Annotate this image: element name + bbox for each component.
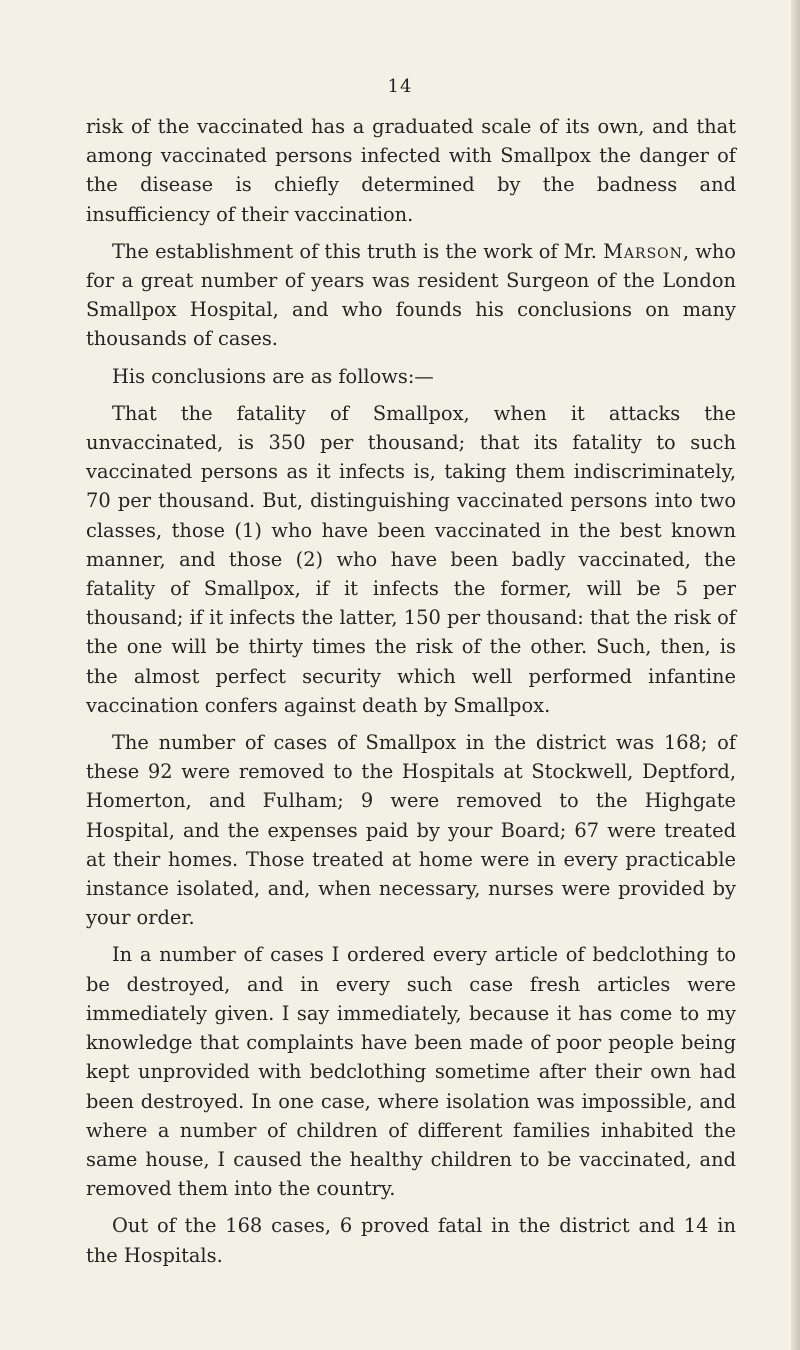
surgeon-name: Marson xyxy=(603,239,683,263)
body-text xyxy=(86,112,736,1278)
paragraph-2-end: , who for a great number of years was resident Surgeon of the London Smallpox Hospital, and who founds his conclusions on many thousands of cases. xyxy=(86,239,736,351)
paragraph-2-start: The establishment of this truth is the work of Mr. xyxy=(112,239,604,263)
paragraph-6: In a number of cases I ordered every article of bedclothing to be destroyed, and in every such case fresh articles were immediately given. I say immediately, because it has come to my knowledge that complaints have been made of poor people being kept unprovided with bedclothing sometime after their own had been destroyed. In one case, where isolation was impossible, and where a number of children of different families inhabited the same house, I caused the healthy children to be vaccinated, and removed them into the country. xyxy=(86,943,736,1201)
page-edge-shadow xyxy=(791,0,800,1350)
paragraph-5: The number of cases of Smallpox in the district was 168; of these 92 were removed to the Hospitals at Stockwell, Deptford, Homerton, and Fulham; 9 were removed to the Highgate Hospital, and the expenses paid by your Board; 67 were treated at their homes. Those treated at home were in every practicable instance isolated, and, when necessary, nurses were provided by your order. xyxy=(86,731,736,930)
page-number: 14 xyxy=(387,76,413,97)
paragraph-7: Out of the 168 cases, 6 proved fatal in the district and 14 in the Hospitals. xyxy=(86,1214,736,1267)
paragraph-1: risk of the vaccinated has a graduated scale of its own, and that among vaccinated persons infected with Smallpox the danger of the disease is chiefly determined by the badness and insufficiency of their vaccination. xyxy=(86,115,736,226)
paragraph-2 xyxy=(86,237,736,354)
paragraph-4: That the fatality of Smallpox, when it attacks the unvaccinated, is 350 per thousand; that its fatality to such vaccinated persons as it infects is, taking them indiscriminately, 70 per thousand. But, distinguishing vaccinated persons into two classes, those (1) who have been vaccinated in the best known manner, and those (2) who have been badly vaccinated, the fatality of Smallpox, if it infects the former, will be 5 per thousand; if it infects the latter, 150 per thousand: that the risk of the one will be thirty times the risk of the other. Such, then, is the almost perfect security which well performed infantine vaccination confers against death by Smallpox. xyxy=(86,401,736,717)
paragraph-3: His conclusions are as follows:— xyxy=(112,364,434,388)
